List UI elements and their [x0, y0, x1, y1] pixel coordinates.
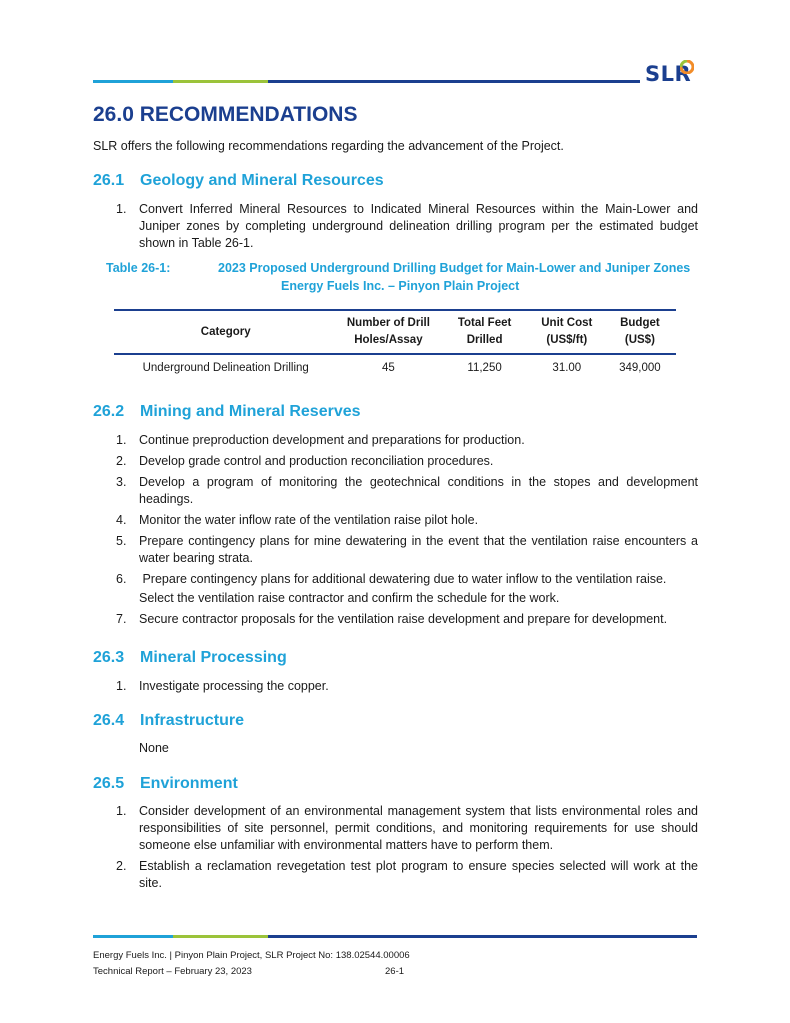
- footer-report-date: Technical Report – February 23, 2023: [93, 966, 252, 977]
- header-rule-lime: [173, 80, 268, 83]
- list-item: 1. Continue preproduction development and preparations for production.: [116, 433, 525, 447]
- processing-list: [116, 678, 698, 699]
- environment-list: [116, 803, 698, 896]
- footer-project: Energy Fuels Inc. | Pinyon Plain Project, SLR Project No: 138.02544.00006: [93, 950, 410, 961]
- table-header-row: [114, 310, 676, 354]
- page-number: 26-1: [385, 966, 405, 977]
- cell-holes: 45: [381, 362, 395, 374]
- section-heading-mining: [93, 403, 361, 421]
- cell-budget: 349,000: [619, 362, 661, 374]
- item-text: Convert Inferred Mineral Resources to Indicated Mineral Resources within the Main-Lower and Juniper zones by completing underground delineation drilling program per the estimated budget shown in Table 26-1.: [139, 202, 698, 250]
- cell-category: Underground Delineation Drilling: [142, 362, 309, 374]
- section-number: 26.4: [93, 712, 125, 729]
- page-title: 26.0 RECOMMENDATIONS: [93, 103, 358, 126]
- list-item: [116, 201, 698, 252]
- section-number: 26.2: [93, 403, 125, 420]
- list-item: 4. Monitor the water inflow rate of the ventilation raise pilot hole.: [116, 513, 479, 527]
- mining-list: [116, 432, 698, 632]
- header-rule-cyan: [93, 80, 173, 83]
- section-title: Geology and Mineral Resources: [140, 172, 384, 189]
- list-item: 1. Investigate processing the copper.: [116, 679, 329, 693]
- list-item: 6. Prepare contingency plans for additional dewatering due to water inflow to the ventilation raise.: [116, 572, 667, 586]
- section-title: Environment: [140, 775, 238, 792]
- item-number: 1.: [116, 202, 127, 216]
- slr-logo-mark-icon: [680, 60, 694, 74]
- footer-rule-lime: [173, 935, 268, 938]
- section-heading-environment: [93, 775, 238, 793]
- list-item: 1. Consider development of an environmental management system that lists environmental roles and responsibilities of site personnel, permit conditions, and monitoring requirements for use should someone else unfamiliar with environmental matters have to perform them.: [116, 804, 698, 852]
- col-feet: Total Feet Drilled: [457, 317, 512, 346]
- header-rule-navy: [268, 80, 640, 83]
- section-number: 26.1: [93, 172, 125, 189]
- cell-feet: 11,250: [467, 362, 502, 374]
- list-item: 5. Prepare contingency plans for mine dewatering in the event that the ventilation raise encounters a water bearing strata.: [116, 534, 698, 565]
- intro-text: SLR offers the following recommendations regarding the advancement of the Project.: [93, 139, 564, 153]
- col-category: Category: [200, 325, 251, 338]
- list-item-continuation: Select the ventilation raise contractor and confirm the schedule for the work.: [139, 591, 560, 605]
- table-subtitle: Energy Fuels Inc. – Pinyon Plain Project: [281, 279, 520, 293]
- section-heading-processing: [93, 649, 287, 667]
- cell-cost: 31.00: [552, 362, 582, 374]
- table-row: [114, 354, 676, 381]
- footer-rule-cyan: [93, 935, 173, 938]
- list-item: 2. Establish a reclamation revegetation test plot program to ensure species selected will work at the site.: [116, 859, 698, 890]
- section-heading-geology: [93, 172, 384, 190]
- infrastructure-text: None: [139, 741, 169, 755]
- section-title: Mining and Mineral Reserves: [140, 403, 361, 420]
- col-holes: Number of Drill Holes/Assay: [346, 317, 430, 346]
- footer-rule-navy: [268, 935, 697, 938]
- section-number: 26.3: [93, 649, 125, 666]
- col-unit-cost: Unit Cost (US$/ft): [541, 317, 593, 346]
- table-label: Table 26-1:: [106, 261, 171, 275]
- col-budget: Budget (US$): [620, 317, 660, 346]
- drilling-budget-table: [114, 309, 676, 381]
- list-item: 3. Develop a program of monitoring the geotechnical conditions in the stopes and development headings.: [116, 475, 698, 506]
- section-title: Mineral Processing: [140, 649, 287, 666]
- section-number: 26.5: [93, 775, 125, 792]
- section-title: Infrastructure: [140, 712, 245, 729]
- list-item: 2. Develop grade control and production reconciliation procedures.: [116, 454, 494, 468]
- table-title: 2023 Proposed Underground Drilling Budget for Main-Lower and Juniper Zones: [218, 261, 691, 275]
- geology-list: [116, 201, 698, 256]
- slr-logo: SLR: [645, 62, 692, 86]
- list-item: 7. Secure contractor proposals for the ventilation raise development and prepare for development.: [116, 612, 668, 626]
- section-heading-infrastructure: [93, 712, 244, 730]
